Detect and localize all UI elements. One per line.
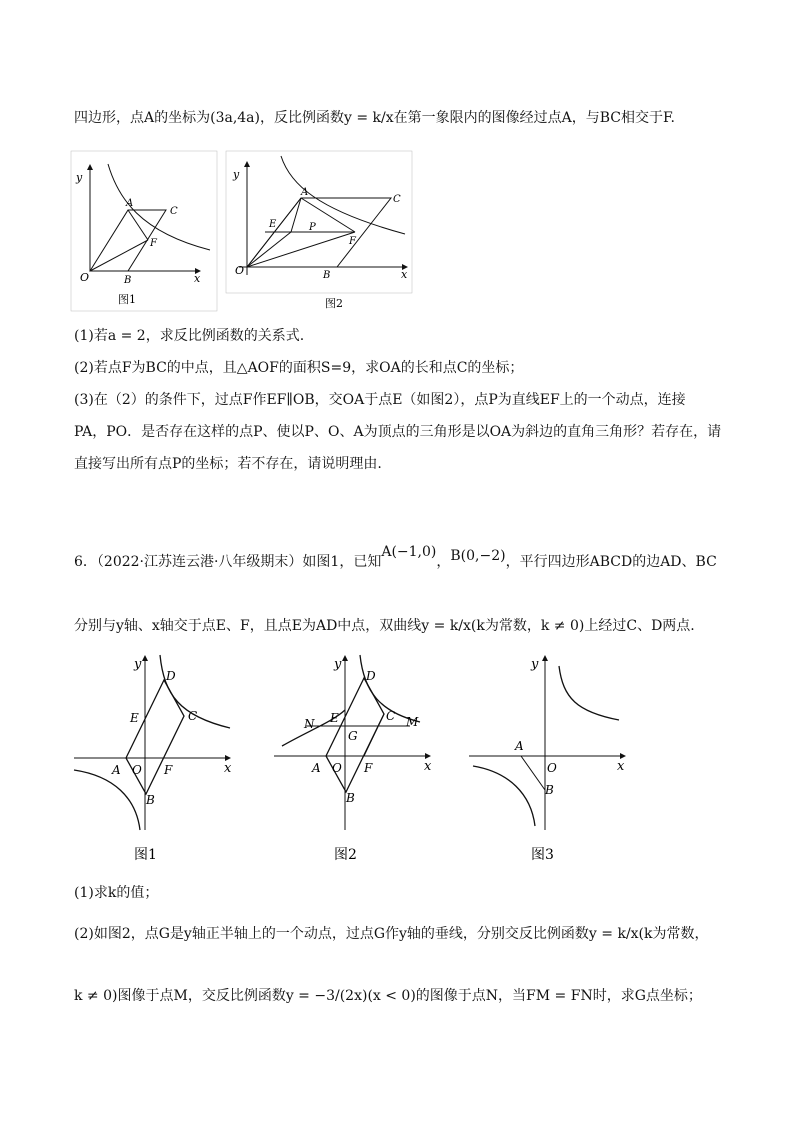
fig-label: B: [323, 270, 331, 281]
fig-label: B: [346, 791, 355, 805]
fig-label: x: [617, 759, 625, 774]
figure-caption: 图1: [118, 293, 136, 306]
p6-figure-3: [465, 650, 635, 865]
fig-label: x: [401, 268, 408, 281]
fig-label: G: [348, 729, 358, 743]
p6-question-1: (1)求k的值；: [74, 885, 159, 901]
fig-label: y: [76, 171, 83, 184]
fig-label: y: [334, 657, 342, 672]
fig-label: B: [545, 783, 554, 797]
p5-question-2: (2)若点F为BC的中点，且△AOF的面积S=9，求OA的长和点C的坐标；: [74, 360, 524, 376]
p5-question-3-line1: (3)在（2）的条件下，过点F作EF∥OB，交OA于点E（如图2），点P为直线EF上的一个动点，连接: [74, 392, 686, 408]
fig-label: A: [312, 761, 321, 775]
p6-figure-1: [70, 650, 240, 865]
fig-label: x: [194, 272, 201, 285]
fig-label: y: [233, 168, 240, 181]
fig-label: O: [332, 761, 342, 775]
fig-label: P: [309, 222, 316, 233]
fig-label: A: [301, 187, 309, 198]
p6-question-2-line2: k ≠ 0)图像于点M，交反比例函数y = −3/(2x)(x < 0)的图像于点N，当FM = FN时，求G点坐标；: [74, 988, 702, 1004]
figure-caption: 图2: [334, 847, 357, 863]
fig-label: D: [366, 669, 376, 683]
fig-label: x: [424, 759, 432, 774]
fig-label: E: [330, 711, 339, 725]
fig-label: O: [235, 264, 245, 277]
p5-question-3-line2: PA，PO．是否存在这样的点P、使以P、O、A为顶点的三角形是以OA为斜边的直角三角形？若存在，请: [74, 424, 722, 440]
point-a-coord: A(−1,0): [381, 544, 437, 560]
fig-label: D: [166, 669, 176, 683]
fig-label: M: [406, 715, 419, 729]
p6-figure-2: [270, 650, 440, 865]
fig-label: C: [386, 709, 396, 723]
fig-label: E: [269, 219, 277, 230]
fig-label: A: [126, 198, 134, 209]
problem6-line2: 分别与y轴、x轴交于点E、F，且点E为AD中点，双曲线y = k/x(k为常数，k ≠ 0)上经过C、D两点.: [74, 618, 695, 634]
fig-label: O: [80, 271, 90, 284]
fig-label: O: [132, 763, 142, 777]
fig-label: F: [150, 238, 157, 249]
fig-label: F: [349, 236, 356, 247]
fig-label: F: [164, 763, 173, 777]
fig-label: A: [112, 763, 121, 777]
fig-label: y: [531, 657, 539, 672]
figure-caption: 图1: [134, 847, 157, 863]
p5-figure-2: [225, 150, 415, 320]
fig-label: x: [224, 761, 232, 776]
fig-label: N: [304, 717, 315, 731]
p5-figure-1: [70, 150, 220, 315]
problem6-header: 6．（2022·江苏连云港·八年级期末）如图1，已知: [74, 554, 382, 570]
problem5-intro: 四边形，点A的坐标为(3a,4a)，反比例函数y = k/x在第一象限内的图像经过点A，与BC相交于F.: [74, 110, 675, 126]
p5-question-3-line3: 直接写出所有点P的坐标；若不存在，请说明理由.: [74, 456, 382, 472]
fig-label: F: [364, 761, 373, 775]
fig-label: y: [134, 657, 142, 672]
p6-question-2-line1: (2)如图2，点G是y轴正半轴上的一个动点，过点G作y轴的垂线，分别交反比例函数y = k/x(k为常数，: [74, 926, 709, 942]
fig-label: B: [146, 793, 155, 807]
fig-label: C: [170, 206, 178, 217]
fig-label: C: [188, 709, 198, 723]
figure-caption: 图3: [531, 847, 554, 863]
fig-label: E: [130, 711, 139, 725]
problem6-line1-end: ，平行四边形ABCD的边AD、BC: [505, 554, 717, 570]
fig-label: B: [124, 275, 132, 286]
fig-label: A: [515, 739, 524, 753]
figure-caption: 图2: [325, 297, 343, 310]
p5-question-1: (1)若a = 2，求反比例函数的关系式.: [74, 328, 305, 344]
fig-label: O: [547, 761, 557, 775]
problem6-line1: [74, 544, 717, 572]
fig-label: C: [393, 194, 401, 205]
separator: ，: [436, 554, 451, 570]
point-b-coord: B(0,−2): [450, 548, 506, 564]
